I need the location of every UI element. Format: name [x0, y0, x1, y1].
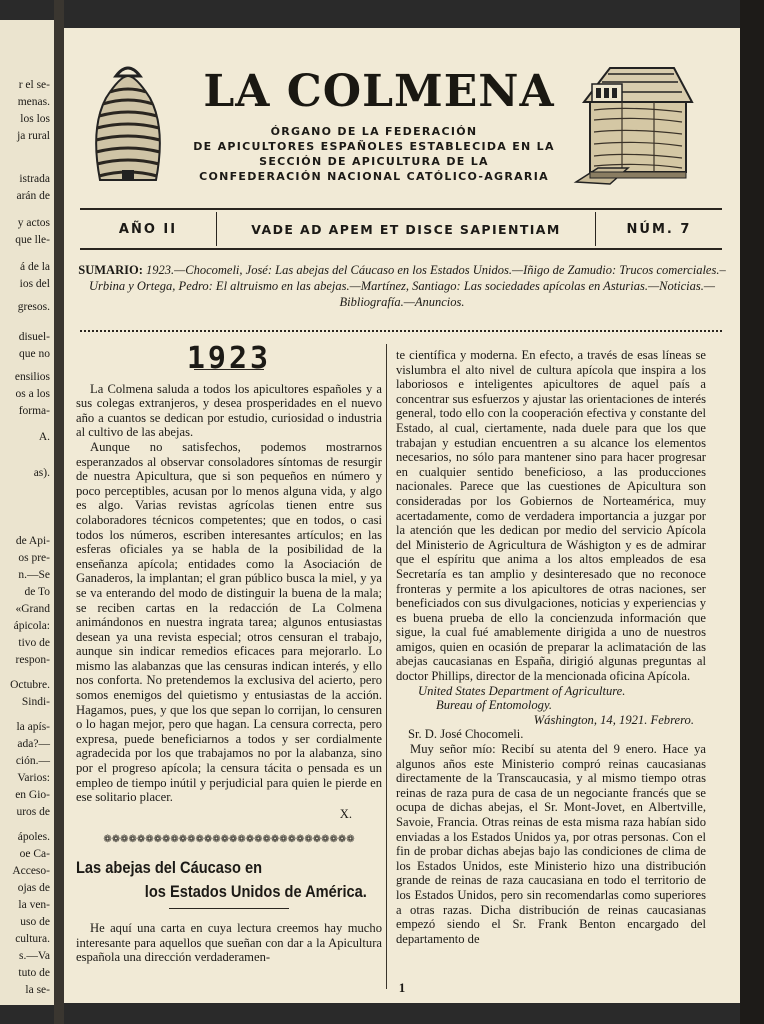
fragment-line: respon-	[15, 654, 50, 666]
fragment-line: ápoles.	[17, 831, 50, 843]
fragment-line: que no	[19, 348, 50, 360]
fragment-line: os pre-	[18, 552, 50, 564]
fragment-line: Acceso-	[12, 865, 50, 877]
year-label: AÑO II	[118, 221, 178, 237]
editorial-heading: 1923	[186, 341, 272, 376]
fragment-line: arán de	[16, 190, 50, 202]
newspaper-page	[64, 28, 740, 1003]
fragment-line: A.	[38, 431, 50, 443]
summary-lead: SUMARIO:	[78, 263, 143, 277]
issue-number: NÚM. 7	[626, 221, 692, 237]
table-of-contents	[76, 262, 728, 310]
fragment-line: os a los	[15, 388, 50, 400]
ornamental-divider: ❁❁❁❁❁❁❁❁❁❁❁❁❁❁❁❁❁❁❁❁❁❁❁❁❁❁❁❁❁❁	[103, 834, 355, 846]
fragment-line: ápicola:	[13, 620, 50, 632]
masthead	[64, 28, 740, 198]
motto-bar	[80, 208, 722, 250]
editorial-signature: X.	[339, 806, 352, 821]
fragment-line: de Api-	[15, 535, 50, 547]
letter-sender-bureau: Bureau of Entomology.	[436, 698, 553, 713]
fragment-line: que lle-	[15, 234, 50, 246]
fragment-line: uso de	[20, 916, 50, 928]
fragment-line: y actos	[17, 217, 50, 229]
fragment-line: ción.—	[15, 755, 50, 767]
article-intro: He aquí una carta en cuya lectura creemos hay mucho interesante para aquellos que sueñan con dar a la Apicultura española una dirección verdaderamen-	[76, 921, 382, 965]
scan-border	[740, 0, 764, 1024]
article-title-line: los Estados Unidos de América.	[144, 882, 367, 901]
fragment-line: la se-	[25, 984, 50, 996]
fragment-line: la apís-	[16, 721, 50, 733]
subtitle-line: ÓRGANO DE LA FEDERACIÓN	[270, 125, 478, 138]
fragment-line: uros de	[16, 806, 50, 818]
motto: VADE AD APEM ET DISCE SAPIENTIAM	[251, 221, 561, 237]
fragment-line: tivo de	[18, 637, 50, 649]
right-column	[396, 348, 706, 946]
fragment-line: á de la	[19, 261, 50, 273]
letter-sender: United States Department of Agriculture.	[418, 683, 626, 698]
newspaper-title: LA COLMENA	[203, 66, 555, 117]
page-number: 1	[398, 980, 406, 995]
letter-recipient: Sr. D. José Chocomeli.	[408, 727, 524, 742]
fragment-line: «Grand	[15, 603, 50, 615]
fragment-line: Varios:	[17, 772, 50, 784]
fragment-line: tuto de	[18, 967, 50, 979]
fragment-line: ensilios	[14, 371, 50, 383]
article-title	[76, 856, 382, 904]
fragment-line: cultura.	[15, 933, 50, 945]
fragment-line: menas.	[17, 96, 50, 108]
fragment-line: n.—Se	[18, 569, 50, 581]
summary-text: 1923.—Chocomeli, José: Las abejas del Cáucaso en los Estados Unidos.—Iñigo de Zamudio: Trucos comerciales.– Urbina y Ortega, Pedro: El altruismo en las abejas.—Martínez, Santiago: Las sociedades apícolas en Asturias.—Noticias.—Bibliografía.—Anuncios.	[88, 263, 726, 309]
fragment-line: ios del	[19, 278, 50, 290]
left-column	[76, 341, 382, 965]
fragment-line: los los	[20, 113, 50, 125]
fragment-line: la ven-	[18, 899, 50, 911]
subtitle-line: DE APICULTORES ESPAÑOLES ESTABLECIDA EN LA	[193, 140, 555, 153]
editorial-paragraph: Aunque no satisfechos, podemos mostrarnos esperanzados al observar consoladores síntomas de resurgir de nuestra Apicultura, que si son pequeños en número y poco perceptibles, acusan por lo menos alguna vida, y algo es algo. Varias revistas agrícolas tienen entre sus colaboradores técnicos competentes; que en todos, o casi todos los números, escriben interesantes artículos; en las esferas oficiales ya se habla de la posibilidad de la enseñanza apícola; entidades como la Asociación de Ganaderos, la implantan; el gran público busca la miel, y ya se va enterando del modo de distinguir la buena de la mala; se reciben cartas en la redacción de La Colmena animándonos en nuestra ingrata tarea; algunos entusiastas desean ya una revista especial; otros censuran el trabajo, aunque sin indicar remedios eficaces para mejorarlo. Lo mismo las alabanzas que las censuras indican interés, y ello nos conforta. No pretendemos la exclusiva del acierto, pero somos enemigos del quietismo y entusiastas de la acción. Hagamos, pues, y que los que sepan lo corrijan, lo censuren o lo hagan mejor, pero que hagan. La censura correcta, pero expresa, puede beneficiarnos a todos y ser cordialmente agradecida por los que trabajamos no por la alabanza, sino por el progreso apícola; la censura tácita o pensada es un empleo de tiempo inútil y perjudicial para quien le pierde en ese solitario placer.	[76, 439, 382, 805]
fragment-line: gresos.	[17, 301, 50, 313]
fragment-line: Octubre.	[10, 679, 50, 691]
wooden-beehive-icon	[570, 62, 698, 190]
fragment-line: ada?—	[17, 738, 50, 750]
fragment-line: ojas de	[17, 882, 50, 894]
adjacent-page-fragment	[0, 20, 54, 1005]
fragment-line: as).	[33, 467, 50, 479]
fragment-line: Sindi-	[21, 696, 50, 708]
fragment-line: s.—Va	[19, 950, 50, 962]
fragment-line: oe Ca-	[19, 848, 50, 860]
fragment-line: en Gio-	[15, 789, 50, 801]
beehive-skep-icon	[86, 58, 170, 186]
article-title-line: Las abejas del Cáucaso en	[76, 858, 263, 877]
subtitle-line: SECCIÓN DE APICULTURA DE LA	[259, 155, 489, 168]
fragment-line: istrada	[19, 173, 50, 185]
column-divider	[386, 344, 387, 989]
fragment-line: forma-	[18, 405, 50, 417]
article-body: te científica y moderna. En efecto, a través de esas líneas se vislumbra el alto nivel de cultura apícola que inspira a los laboriosos e inteligentes apicultores de aquel país a concentrar sus esfuerzos y ajustar las orientaciones de interés general, todo ello con la cooperación efectiva y constante del Estado, al cual, ciertamente, nada duele para que los que trabajan y estudian encuentren a su alcance los elementos necesarios, no sólo para mantener sino para hacer progresar en cualquier sentido beneficioso, a las producciones nacionales. Parece que las cuestiones de Apicultura son consideradas por los Gobiernos de Norteamérica, muy acertadamente, como de verdadera importancia a juzgar por la atención que les dedican por medio del servicio Apícola del Ministerio de Agricultura de Wáshigton y es de admirar que el espíritu que anima a los altos empleados de esa Secretaría es tan amplio y desinteresado que no reconoce fronteras y permite a los apicultores de otras naciones, ser beneficiados con sus divulgaciones, noticias y experiencias y es buena prueba de ello la concienzuda información que sigue, la cual fué amablemente dirigida a uno de nuestros amigos, quien en ocasión de preparar la aclimatación de las abejas caucasianas en España, dirigió algunas preguntas al doctor Phillips, director de la mencionada oficina Apícola.	[396, 348, 706, 684]
fragment-line: ja rural	[17, 130, 50, 142]
letter-date: Wáshington, 14, 1921. Febrero.	[533, 712, 694, 727]
fragment-line: de To	[24, 586, 50, 598]
section-divider	[80, 330, 722, 332]
title-underline	[169, 908, 289, 909]
letter-body: Muy señor mío: Recibí su atenta del 9 enero. Hace ya algunos años este Ministerio compró reinas caucasianas directamente de la Transcaucasia, y al mismo tiempo otras reinas de raza pura de casa de un negociante francés que se ocupa de dichas abejas, el Sr. Mont-Jovet, en Albertville, Savoie, Francia. Otras reinas de esta misma raza habían sido enviadas a los Estados Unidos ya, por otras personas. Con el fin de probar dichas abejas bajo las condiciones de clima de los Estados Unidos, este Ministerio hizo una distribución grande de reinas de raza caucasiana en todo el territorio de los Estados Unidos, pero sin recomendarlas como superiores a otras razas. Dicha distribución de reinas caucasianas empezó siendo el Sr. Frank Benton encargado del departamento de	[396, 742, 706, 946]
binding-gutter	[54, 0, 64, 1024]
fragment-line: r el se-	[18, 79, 50, 91]
newspaper-subtitle	[164, 124, 584, 184]
fragment-line: disuel-	[18, 331, 50, 343]
editorial-paragraph: La Colmena saluda a todos los apicultores españoles y a sus colegas extranjeros, y desea prosperidades en el nuevo año a cuantos se dedican por estudio, curiosidad o industria al cultivo de las abejas.	[76, 381, 382, 440]
subtitle-line: CONFEDERACIÓN NACIONAL CATÓLICO-AGRARIA	[199, 170, 549, 183]
